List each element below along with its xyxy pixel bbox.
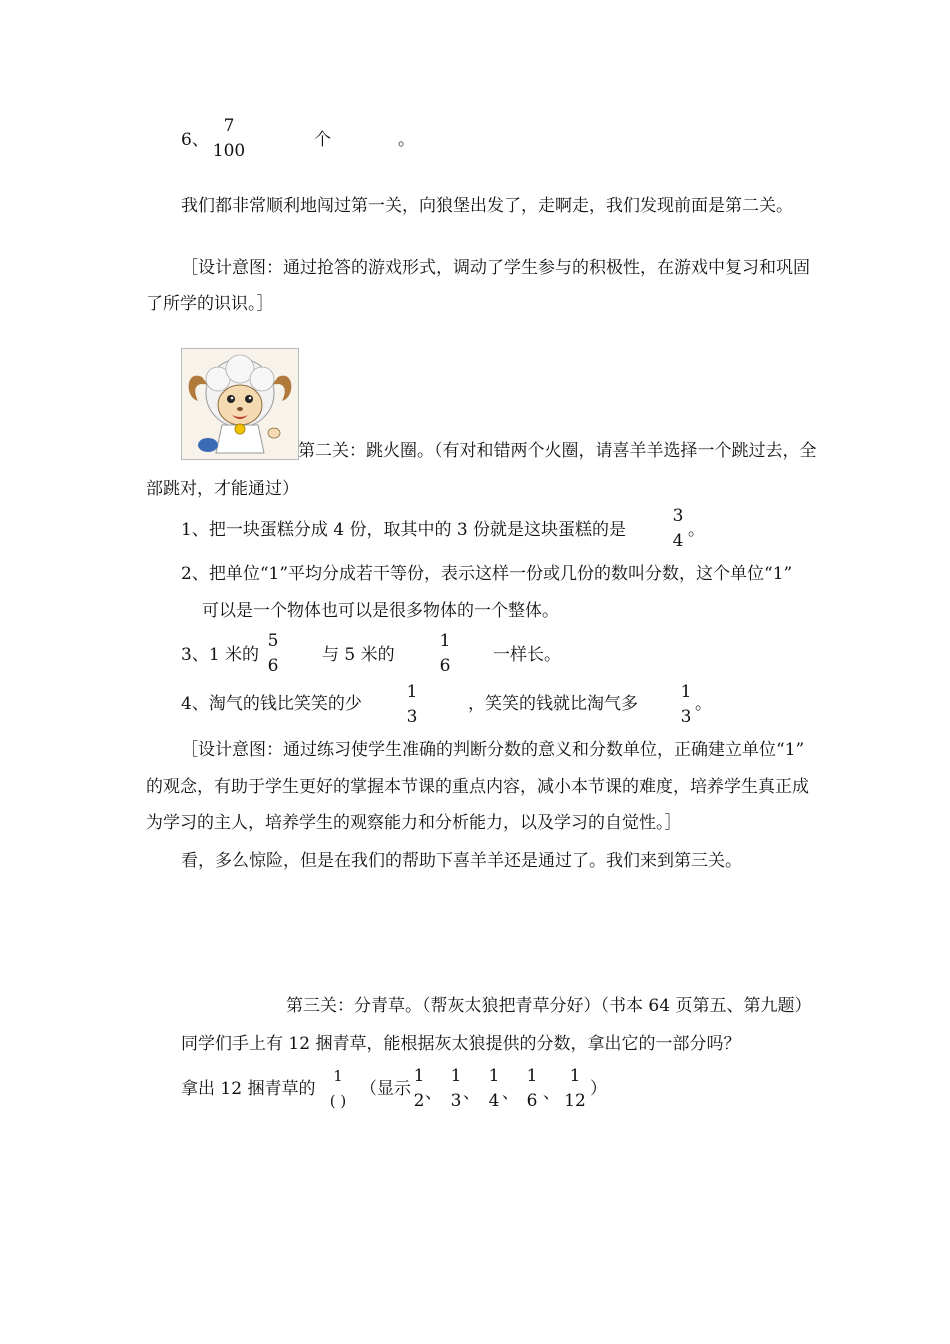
level3-f4-den: 6 [526,1091,538,1111]
statement-1-fraction [670,506,686,551]
level3-f5-den: 12 [564,1091,586,1111]
level3-take-text: 拿出 12 捆青草的 [181,1079,316,1099]
level3-f3-den: 4 [488,1091,500,1111]
narrative-1: 我们都非常顺利地闯过第一关，向狼堡出发了，走啊走，我们发现前面是第二关。 [181,196,793,216]
level3-fraction-twelfth [563,1066,587,1111]
design-intent-1-line1: ［设计意图：通过抢答的游戏形式，调动了学生参与的积极性，在游戏中复习和巩固 [181,258,810,278]
level3-title: 第三关：分青草。（帮灰太狼把青草分好）（书本 64 页第五、第九题） [286,996,812,1016]
level3-fraction-sixth [524,1066,540,1111]
level3-blank-fraction [328,1066,348,1111]
statement-3-num-1: 5 [267,631,279,651]
sheep-icon [182,349,298,459]
level3-f2-den: 3 [450,1091,462,1111]
q6-prefix: 6、 [181,130,209,150]
level3-question: 同学们手上有 12 捆青草，能根据灰太狼提供的分数，拿出它的一部分吗？ [181,1034,741,1054]
pleasant-goat-image [181,348,299,460]
statement-1-end: 。 [688,520,705,540]
level3-f3-num: 1 [488,1066,500,1086]
q6-fraction [212,116,246,161]
statement-3-fraction-2 [437,631,453,676]
narrative-2: 看，多么惊险，但是在我们的帮助下喜羊羊还是通过了。我们来到第三关。 [181,851,742,871]
level2-title-line1: 第二关：跳火圈。（有对和错两个火圈，请喜羊羊选择一个跳过去，全 [298,441,817,461]
statement-3-b: 与 5 米的 [322,645,395,665]
design-intent-1-line2: 了所学的识识。］ [146,294,274,314]
q6-frac-num: 7 [223,116,235,136]
level3-f1-num: 1 [413,1066,425,1086]
q6-word: 个 [314,130,331,150]
design-intent-2-line2: 的观念，有助于学生更好的掌握本节课的重点内容，减小本节课的难度，培养学生真正成 [146,777,809,797]
statement-3-fraction-1 [265,631,281,676]
statement-4-end: 。 [695,694,712,714]
level3-f5-num: 1 [569,1066,581,1086]
statement-1-num: 3 [672,506,684,526]
design-intent-2-line3: 为学习的主人，培养学生的观察能力和分析能力，以及学习的自觉性。］ [146,813,682,833]
level3-sep-1: 、 [425,1083,442,1103]
statement-4-den-1: 3 [406,707,418,727]
level3-fraction-quarter [486,1066,502,1111]
statement-2-line1: 2、把单位“1”平均分成若干等份，表示这样一份或几份的数叫分数，这个单位“1” [181,564,793,584]
level3-f4-num: 1 [526,1066,538,1086]
statement-3-den-2: 6 [439,656,451,676]
level3-sep-2: 、 [463,1083,480,1103]
statement-1-den: 4 [672,531,684,551]
statement-4-den-2: 3 [680,707,692,727]
level3-fraction-third [448,1066,464,1111]
statement-3-num-2: 1 [439,631,451,651]
statement-4-a: 4、淘气的钱比笑笑的少 [181,694,362,714]
q6-end: 。 [398,130,415,150]
statement-4-num-1: 1 [406,682,418,702]
statement-4-fraction-1 [404,682,420,727]
statement-4-b: ，笑笑的钱就比淘气多 [468,694,638,714]
level3-f2-num: 1 [450,1066,462,1086]
level2-title-line2: 部跳对，才能通过） [146,479,299,499]
statement-1-text: 1、把一块蛋糕分成 4 份，取其中的 3 份就是这块蛋糕的是 [181,520,627,540]
statement-4-num-2: 1 [680,682,692,702]
statement-3-c: 一样长。 [493,645,561,665]
statement-3-den-1: 6 [267,656,279,676]
level3-sep-4: 、 [543,1083,560,1103]
level3-show-text: （显示 [360,1079,411,1099]
q6-frac-den: 100 [212,141,246,161]
statement-4-fraction-2 [678,682,694,727]
design-intent-2-line1: ［设计意图：通过练习使学生准确的判断分数的意义和分数单位，正确建立单位“1” [181,740,805,760]
level3-f1-den: 2 [413,1091,425,1111]
level3-blank-den: ( ) [329,1092,347,1110]
level3-blank-num: 1 [333,1067,343,1085]
level3-close-paren: ） [590,1079,607,1099]
statement-3-a: 3、1 米的 [181,645,260,665]
statement-2-line2: 可以是一个物体也可以是很多物体的一个整体。 [202,601,559,621]
level3-sep-3: 、 [502,1083,519,1103]
